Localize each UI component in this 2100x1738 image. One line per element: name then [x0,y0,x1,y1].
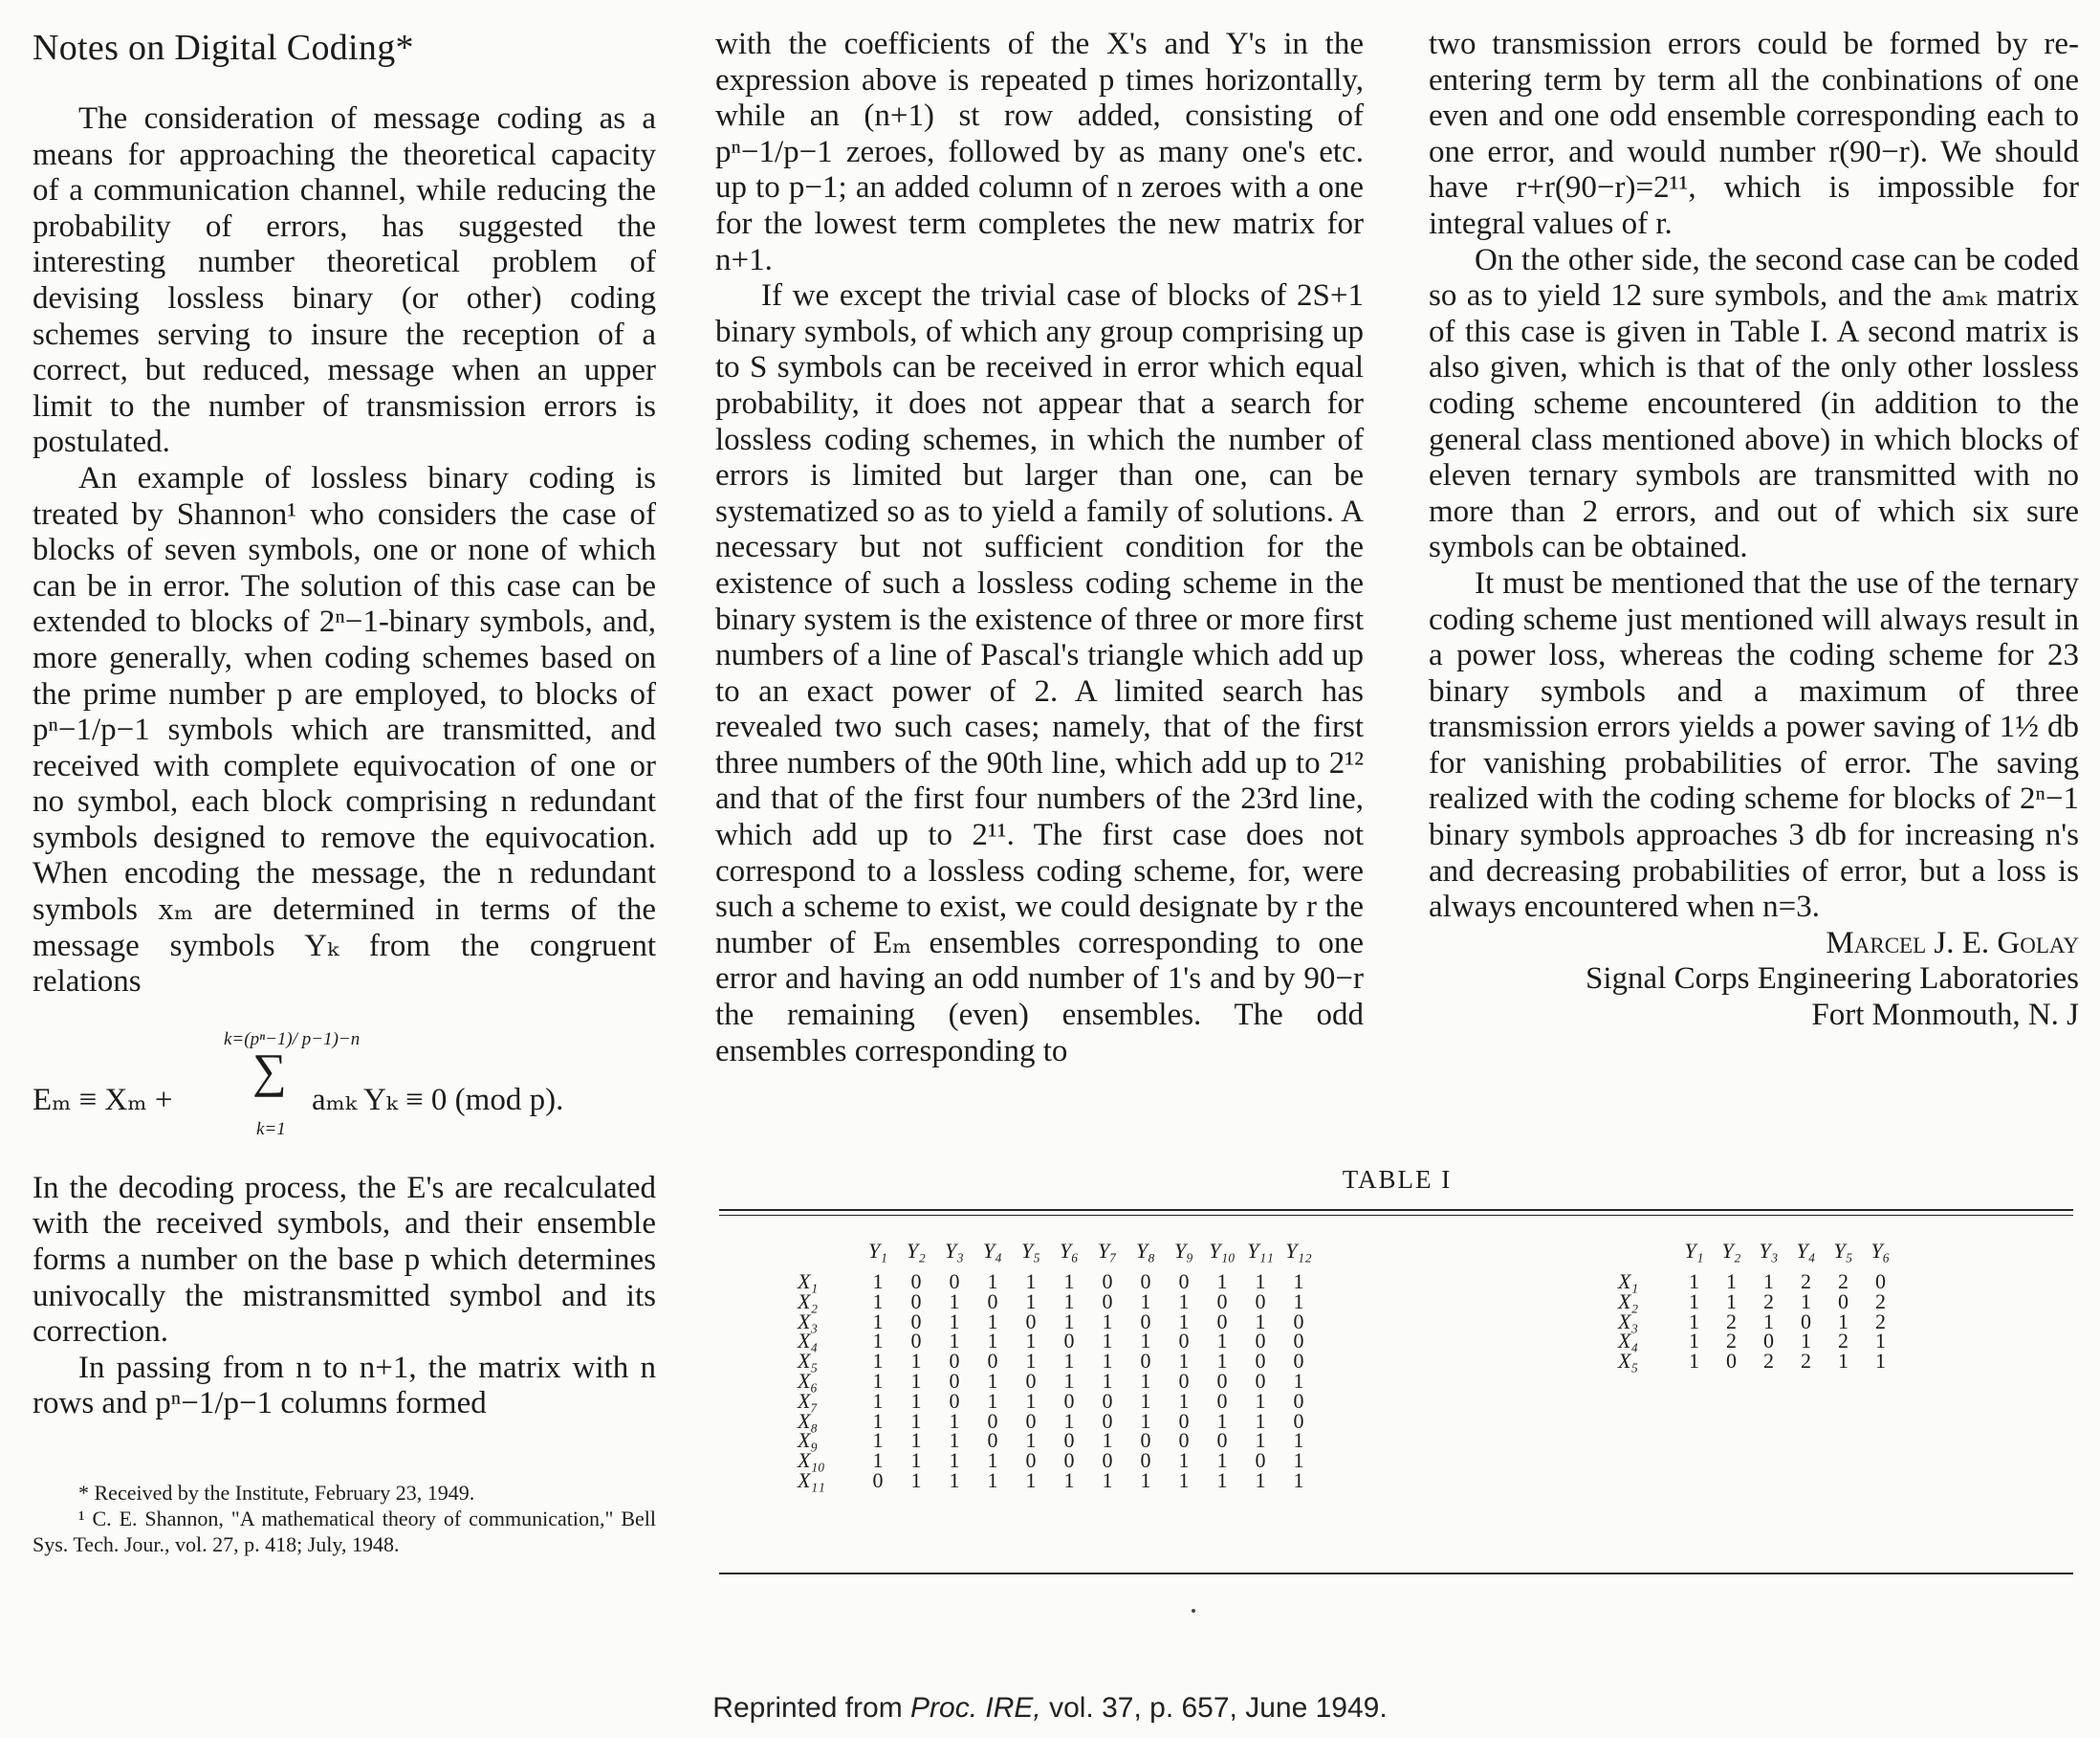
table-cell: 1 [1178,1467,1190,1492]
table-cell: 2 [1763,1349,1774,1374]
table-cell: 0 [1140,1428,1151,1453]
table-cell: 0 [1216,1368,1228,1393]
table-cell: 1 [1726,1269,1737,1293]
table-cell: 1 [872,1288,884,1313]
row-label: X₉ [798,1428,819,1453]
table-cell: 0 [1255,1448,1266,1473]
table-cell: 2 [1763,1288,1774,1313]
table-cell: 0 [1102,1269,1113,1293]
table-cell: 0 [1255,1288,1266,1313]
footnote: * Received by the Institute, February 23, 1949. [78,1481,475,1505]
row-label: X₅ [798,1349,819,1374]
table-cell: 0 [1025,1408,1037,1433]
table-top-rule-thin [719,1215,2073,1216]
table-cell: 1 [910,1408,922,1433]
table-cell: 1 [1255,1388,1266,1413]
table-cell: 1 [1178,1448,1190,1473]
column-header: Y₃ [1759,1238,1779,1263]
row-label: X₇ [798,1388,819,1413]
footnotes [33,1480,656,1557]
table-cell: 1 [987,1467,998,1492]
table-header-row [1618,1230,1899,1272]
paragraph: On the other side, the second case can be coded so as to yield 12 sure symbols, and the aₘₖ matrix of this case is given in Table I. A second matrix is also given, which is that of the only other lossless coding scheme encountered (in addition to the general class mentioned above) in which blocks of eleven ternary symbols are transmitted with no more than 2 errors, and out of which six sure symbols can be obtained. [1429,242,2079,565]
table-cell: 1 [949,1467,960,1492]
table-cell: 2 [1838,1329,1848,1353]
column-header: Y₇ [1098,1238,1117,1263]
table-cell: 1 [1140,1467,1151,1492]
column-2 [715,27,1364,1069]
table-corner [798,1230,859,1272]
row-label: X₂ [1618,1288,1639,1313]
table-cell: 0 [987,1428,998,1453]
table-cell: 1 [1063,1408,1075,1433]
table-cell: 1 [949,1408,960,1433]
table-cell: 1 [1255,1467,1266,1492]
table-cell: 0 [910,1329,922,1353]
article-title: Notes on Digital Coding* [33,28,414,68]
table-row [1618,1352,1899,1372]
column-header: Y₁ [868,1238,887,1263]
table-cell: 0 [987,1288,998,1313]
table-cell: 1 [1726,1288,1737,1313]
column-header: Y₂ [907,1238,926,1263]
table-cell: 1 [1140,1329,1151,1353]
table-cell: 1 [1025,1329,1037,1353]
table-cell: 1 [1801,1329,1811,1353]
table-cell: 1 [1216,1467,1228,1492]
table-cell: 1 [1063,1368,1075,1393]
column-header: Y₉ [1174,1238,1193,1263]
table-top-rule [719,1209,2073,1211]
table-cell: 1 [949,1428,960,1453]
table-cell: 0 [910,1309,922,1333]
table-header-row [798,1230,1318,1272]
table-cell: 1 [1255,1408,1266,1433]
table-cell: 1 [987,1368,998,1393]
column-1 [33,27,656,1557]
row-label: X₁ [798,1269,819,1293]
table-cell: 1 [1293,1288,1304,1313]
column-header: Y₅ [1833,1238,1853,1263]
column-header: Y₁ [1684,1238,1704,1263]
table-cell: 0 [1140,1309,1151,1333]
column-header: Y₆ [1060,1238,1079,1263]
table-cell: 0 [1140,1349,1151,1374]
table-cell: 1 [949,1329,960,1353]
table-cell: 1 [987,1309,998,1333]
equation-rhs: aₘₖ Yₖ ≡ 0 (mod p). [312,1082,564,1117]
table-cell: 1 [1140,1388,1151,1413]
table-cell: 1 [1293,1467,1304,1492]
table-cell: 0 [1178,1428,1190,1453]
table-cell: 1 [1255,1309,1266,1333]
column-header: Y₂ [1721,1238,1741,1263]
table-cell: 1 [1063,1309,1075,1333]
table-cell: 1 [872,1368,884,1393]
table-cell: 0 [1140,1269,1151,1293]
table-cell: 1 [1140,1408,1151,1433]
table-cell: 1 [1293,1368,1304,1393]
table-cell: 1 [949,1448,960,1473]
paragraph: It must be mentioned that the use of the ternary coding scheme just mentioned will always result in a power loss, whereas the coding scheme for 23 binary symbols and a maximum of three transmission errors yields a power saving of 1½ db for vanishing probabilities of error. The saving realized with the coding scheme for blocks of 2ⁿ−1 binary symbols approaches 3 db for increasing n's and decreasing probabilities of error, but a loss is always encountered when n=3. [1429,565,2079,925]
table-cell: 0 [872,1467,884,1492]
column-header: Y₁₁ [1247,1238,1274,1263]
column-header: Y₅ [1021,1238,1040,1263]
table-cell: 1 [1102,1349,1113,1374]
table-cell: 1 [1875,1329,1886,1353]
row-label: X₈ [798,1408,819,1433]
table-cell: 1 [1838,1349,1848,1374]
table-cell: 1 [910,1388,922,1413]
table-cell: 1 [1293,1428,1304,1453]
table-row [1618,1331,1899,1352]
author-name: Marcel J. E. Golay [1826,925,2079,960]
table-cell: 1 [1838,1309,1848,1333]
table-cell: 1 [1025,1288,1037,1313]
table-cell: 1 [1140,1368,1151,1393]
table-cell: 2 [1801,1349,1811,1374]
table-cell: 1 [987,1269,998,1293]
table-cell: 0 [949,1349,960,1374]
table-bottom-rule [719,1573,2073,1574]
table-cell: 1 [1102,1467,1113,1492]
table-cell: 1 [1875,1349,1886,1374]
column-header: Y₈ [1136,1238,1155,1263]
paragraph: with the coefficients of the X's and Y's in the expression above is repeated p times horizontally, while an (n+1) st row added, consisting of pⁿ−1/p−1 zeroes, followed by as many one's etc. up to p−1; an added column of n zeroes with a one for the lowest term completes the new matrix for n+1. [715,27,1364,277]
table-cell: 1 [1216,1269,1228,1293]
table-row [1618,1272,1899,1292]
table-cell: 1 [1178,1349,1190,1374]
paragraph: two transmission errors could be formed by re-entering term by term all the conbinations of one even and one odd ensemble corresponding each to one error, and would number r(90−r). We should have r+r(90−r)=2¹¹, which is impossible for integral values of r. [1429,27,2079,241]
table-cell: 1 [987,1448,998,1473]
row-label: X₄ [1618,1329,1639,1353]
table-cell: 0 [1140,1448,1151,1473]
table-cell: 1 [1025,1349,1037,1374]
table-cell: 1 [1689,1329,1699,1353]
table-cell: 0 [1216,1309,1228,1333]
column-header: Y₄ [1796,1238,1816,1263]
table-cell: 1 [1178,1288,1190,1313]
table-cell: 1 [872,1309,884,1333]
table-cell: 2 [1875,1288,1886,1313]
column-header: Y₁₀ [1209,1238,1236,1263]
table-cell: 0 [1063,1428,1075,1453]
table-cell: 0 [949,1388,960,1413]
table-cell: 1 [872,1329,884,1353]
table-cell: 1 [1063,1349,1075,1374]
table-cell: 1 [1216,1349,1228,1374]
author-affiliation: Signal Corps Engineering Laboratories [1586,961,2079,997]
table-cell: 1 [1689,1349,1699,1374]
footnote: ¹ C. E. Shannon, "A mathematical theory of communication," Bell Sys. Tech. Jour., vol. 27, p. 418; July, 1948. [33,1507,656,1556]
table-cell: 1 [1255,1269,1266,1293]
row-label: X₂ [798,1288,819,1313]
row-label: X₅ [1618,1349,1639,1374]
table-cell: 0 [1063,1329,1075,1353]
table-cell: 0 [1801,1309,1811,1333]
table-cell: 0 [1178,1269,1190,1293]
summation-symbol: ∑ [252,1043,287,1097]
table-cell: 1 [1293,1269,1304,1293]
table-cell: 1 [872,1388,884,1413]
table-cell: 1 [1063,1467,1075,1492]
table-cell: 0 [1178,1408,1190,1433]
sum-lower-limit: k=1 [256,1118,286,1139]
table-cell: 1 [1025,1269,1037,1293]
table-cell: 2 [1801,1269,1811,1293]
table-cell: 0 [1293,1329,1304,1353]
table-cell: 1 [1102,1309,1113,1333]
sum-upper-limit: k=(pⁿ−1)/ p−1)−n [224,1028,361,1049]
reprint-text: Reprinted from [712,1692,911,1724]
paragraph: If we except the trivial case of blocks of 2S+1 binary symbols, of which any group comprising up to S symbols can be received in error which equal probability, it does not appear that a search for lossless coding schemes, in which the number of errors is limited but larger than one, can be systematized so as to yield a family of solutions. A necessary but not sufficient condition for the existence of such a lossless coding scheme in the binary system is the existence of three or more first numbers of a line of Pascal's triangle which add up to an exact power of 2. A limited search has revealed two such cases; namely, that of the first three numbers of the 90th line, which add up to 2¹² and that of the first four numbers of the 23rd line, which add up to 2¹¹. The first case does not correspond to a lossless coding scheme, for, were such a scheme to exist, we could designate by r the number of Eₘ ensembles corresponding to one error and having an odd number of 1's and by 90−r the remaining (even) ensembles. The odd ensembles corresponding to [715,278,1364,1068]
table-cell: 1 [987,1329,998,1353]
table-cell: 0 [1838,1288,1848,1313]
table-cell: 0 [1255,1368,1266,1393]
table-cell: 0 [1216,1388,1228,1413]
table-cell: 0 [987,1408,998,1433]
table-cell: 0 [1025,1448,1037,1473]
row-label: X₁₀ [798,1448,825,1473]
table-cell: 0 [1102,1408,1113,1433]
row-label: X₁ [1618,1269,1639,1293]
journal-name: Proc. IRE, [910,1692,1041,1724]
table-cell: 0 [1293,1408,1304,1433]
table-row [798,1471,1318,1491]
table-cell: 1 [910,1428,922,1453]
table-cell: 1 [1102,1329,1113,1353]
table-cell: 1 [1763,1269,1774,1293]
paragraph: In passing from n to n+1, the matrix with n rows and pⁿ−1/p−1 columns formed [33,1350,656,1421]
table-cell: 1 [987,1388,998,1413]
table-cell: 0 [1763,1329,1774,1353]
table-cell: 1 [1689,1269,1699,1293]
column-header: Y₃ [945,1238,964,1263]
table-title: TABLE I [1342,1165,1453,1194]
table-cell: 1 [1025,1388,1037,1413]
reprint-notice [0,1692,2100,1725]
table-cell: 1 [1102,1368,1113,1393]
table-cell: 1 [910,1368,922,1393]
table-cell: 1 [1689,1309,1699,1333]
table-cell: 2 [1875,1309,1886,1333]
table-cell: 1 [1102,1428,1113,1453]
table-corner [1618,1230,1675,1272]
table-cell: 1 [1216,1448,1228,1473]
table-cell: 1 [872,1408,884,1433]
table-cell: 0 [1178,1368,1190,1393]
table-cell: 1 [910,1448,922,1473]
table-cell: 0 [1063,1448,1075,1473]
table-cell: 1 [1178,1309,1190,1333]
reprint-text: vol. 37, p. 657, June 1949. [1040,1692,1388,1724]
table-cell: 1 [910,1349,922,1374]
column-header: Y₄ [983,1238,1002,1263]
table-cell: 1 [1801,1288,1811,1313]
author-location: Fort Monmouth, N. J [1811,998,2079,1033]
table-cell: 1 [872,1428,884,1453]
table-cell: 1 [1063,1269,1075,1293]
table-cell: 1 [872,1269,884,1293]
table-cell: 0 [1216,1288,1228,1313]
table-cell: 1 [1689,1288,1699,1313]
table-cell: 1 [949,1288,960,1313]
congruence-equation [33,1008,656,1161]
table-cell: 0 [1102,1448,1113,1473]
table-cell: 1 [910,1467,922,1492]
column-3 [1429,27,2079,1034]
table-cell: 1 [1255,1428,1266,1453]
binary-coding-matrix [798,1230,1318,1491]
table-cell: 1 [1293,1448,1304,1473]
table-cell: 0 [1102,1288,1113,1313]
table-cell: 0 [1293,1388,1304,1413]
table-cell: 1 [1216,1408,1228,1433]
table-cell: 0 [1063,1388,1075,1413]
table-cell: 0 [1255,1349,1266,1374]
table-cell: 1 [1178,1388,1190,1413]
column-header: Y₆ [1870,1238,1891,1263]
table-cell: 1 [872,1448,884,1473]
paragraph: An example of lossless binary coding is treated by Shannon¹ who considers the case of blocks of seven symbols, one or none of which can be in error. The solution of this case can be extended to blocks of 2ⁿ−1-binary symbols, and, more generally, when coding schemes based on the prime number p are employed, to blocks of pⁿ−1/p−1 symbols which are transmitted, and received with complete equivocation of one or no symbol, each block comprising n redundant symbols designed to remove the equivocation. When encoding the message, the n redundant symbols xₘ are determined in terms of the message symbols Yₖ from the congruent relations [33,460,656,1000]
table-cell: 0 [1102,1388,1113,1413]
row-label: X₄ [798,1329,819,1353]
table-cell: 1 [1063,1288,1075,1313]
table-cell: 0 [1178,1329,1190,1353]
table-cell: 0 [1025,1368,1037,1393]
row-label: X₁₁ [798,1467,825,1492]
table-cell: 0 [949,1368,960,1393]
row-label: X₃ [798,1309,819,1333]
table-cell: 0 [1255,1329,1266,1353]
table-cell: 1 [1216,1329,1228,1353]
table-cell: 2 [1838,1269,1848,1293]
table-cell: 0 [1216,1428,1228,1453]
table-cell: 1 [1140,1288,1151,1313]
row-label: X₆ [798,1368,819,1393]
paragraph: The consideration of message coding as a means for approaching the theoretical capacity of a communication channel, while reducing the probability of errors, has suggested the interesting number theoretical problem of devising lossless binary (or other) coding schemes serving to insure the reception of a correct, but reduced, message when an upper limit to the number of transmission errors is postulated. [33,101,656,460]
table-cell: 1 [872,1349,884,1374]
table-cell: 2 [1726,1329,1737,1353]
table-cell: 0 [1293,1309,1304,1333]
table-cell: 0 [910,1269,922,1293]
table-row [1618,1292,1899,1312]
table-cell: 0 [987,1349,998,1374]
table-cell: 0 [949,1269,960,1293]
table-cell: 0 [1025,1309,1037,1333]
page-mark [1192,1609,1195,1613]
ternary-coding-matrix [1618,1230,1899,1372]
table-cell: 0 [1726,1349,1737,1374]
table-cell: 0 [910,1288,922,1313]
table-cell: 0 [1293,1349,1304,1374]
table-cell: 1 [949,1309,960,1333]
table-cell: 1 [1025,1428,1037,1453]
equation-lhs: Eₘ ≡ Xₘ + [33,1082,173,1117]
table-cell: 0 [1875,1269,1886,1293]
row-label: X₃ [1618,1309,1639,1333]
table-cell: 1 [1763,1309,1774,1333]
paragraph: In the decoding process, the E's are recalculated with the received symbols, and their ensemble forms a number on the base p which determines univocally the mistransmitted symbol and its correction. [33,1170,656,1350]
table-cell: 1 [1025,1467,1037,1492]
table-row [1618,1312,1899,1332]
column-header: Y₁₂ [1285,1238,1312,1263]
table-cell: 2 [1726,1309,1737,1333]
